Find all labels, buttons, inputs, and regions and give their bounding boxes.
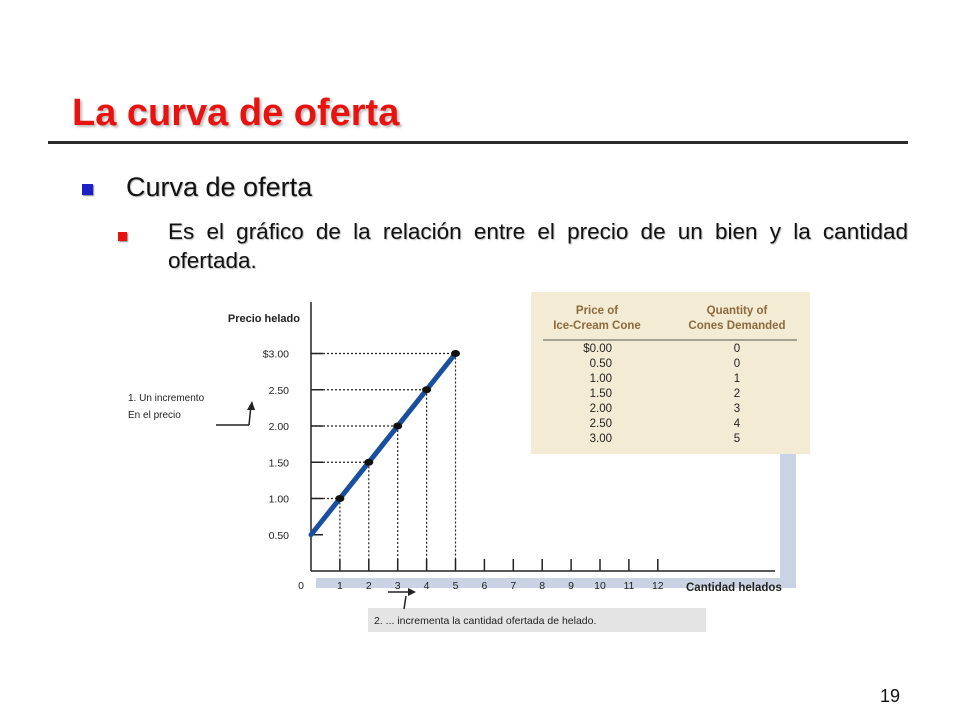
annotation-1-arrowhead-icon [247, 401, 255, 410]
x-tick-label: 12 [651, 580, 664, 592]
table-cell-price: 0.50 [589, 358, 612, 370]
table-cell-price: 1.50 [589, 388, 612, 400]
table-cell-quantity: 0 [733, 358, 741, 370]
table-cell-quantity: 1 [733, 373, 741, 385]
x-tick-label: 9 [568, 580, 575, 592]
annotation-2-text: 2. ... incrementa la cantidad ofertada de helado. [374, 615, 597, 627]
bullet-curva-de-oferta: Curva de oferta [126, 172, 313, 202]
annotation-1-line1: 1. Un incremento [128, 393, 205, 404]
y-axis-label: Precio helado [227, 313, 300, 325]
data-point [451, 350, 460, 357]
data-point [393, 423, 402, 430]
annotation-2-stem [404, 596, 406, 609]
y-tick-label: 0.50 [268, 529, 289, 542]
table-cell-price: 1.00 [589, 373, 612, 385]
x-tick-label: 6 [481, 580, 488, 592]
table-cell-price: 2.00 [589, 403, 612, 415]
y-tick-label: 1.50 [268, 457, 289, 470]
annotation-2-arrowhead-icon [408, 588, 416, 596]
table-header-text: Ice-Cream Cone [553, 320, 641, 332]
y-tick-label: 1.00 [268, 493, 289, 506]
annotation-1-line2: En el precio [128, 410, 181, 421]
x-tick-label: 1 [336, 580, 343, 592]
x-tick-label: 4 [423, 580, 430, 592]
y-tick-label: 2.00 [268, 421, 289, 433]
data-point [422, 386, 431, 393]
table-cell-quantity: 0 [733, 343, 741, 355]
table-cell-price: $0.00 [583, 343, 612, 355]
slide-title: La curva de oferta [72, 92, 400, 134]
x-tick-label: 11 [623, 580, 635, 592]
x-axis-label: Cantidad helados [686, 582, 782, 594]
x-tick-label: 2 [365, 580, 372, 592]
x-tick-label: 8 [539, 580, 546, 592]
y-tick-label: $3.00 [262, 348, 289, 361]
x-tick-label: 0 [298, 580, 304, 592]
x-tick-label: 5 [452, 580, 459, 592]
x-tick-label: 7 [510, 580, 517, 592]
table-header-text: Price of [575, 305, 619, 317]
table-cell-price: 2.50 [589, 418, 612, 430]
table-cell-price: 3.00 [589, 433, 612, 445]
data-point [364, 459, 373, 466]
page-number: 19 [880, 686, 901, 706]
table-cell-quantity: 3 [733, 403, 741, 415]
table-cell-quantity: 2 [733, 388, 741, 400]
x-tick-label: 3 [394, 580, 401, 592]
table-cell-quantity: 4 [733, 418, 741, 430]
y-tick-label: 2.50 [268, 384, 289, 397]
table-header-text: Cones Demanded [688, 320, 786, 332]
x-tick-label: 10 [594, 580, 606, 592]
table-cell-quantity: 5 [733, 433, 741, 445]
table-header-text: Quantity of [706, 305, 768, 317]
data-point [335, 495, 344, 502]
sub-bullet-definition: Es el gráfico de la relación entre el precio de un bien y la cantidad ofertada. [168, 219, 908, 273]
schedule-table [531, 292, 810, 454]
